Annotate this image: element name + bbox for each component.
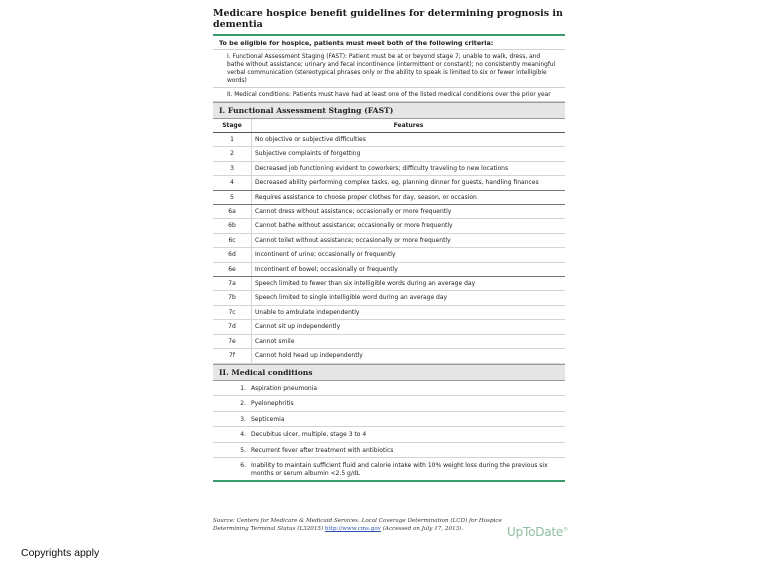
stage-cell: 7e [213, 334, 252, 348]
medical-condition-item [213, 381, 565, 397]
stage-cell: 4 [213, 176, 252, 190]
features-column-header: Features [252, 119, 566, 133]
feature-cell: Cannot bathe without assistance; occasionally or more frequently [252, 219, 566, 233]
stage-cell: 7c [213, 305, 252, 319]
stage-cell: 6b [213, 219, 252, 233]
fast-table-row [213, 305, 565, 319]
source-link[interactable]: http://www.cms.gov [324, 526, 381, 532]
criterion-medical: II. Medical conditions: Patients must have had at least one of the listed medical conditions over the prior year [213, 88, 565, 102]
condition-text: Septicemia [251, 415, 285, 423]
feature-cell: Requires assistance to choose proper clothes for day, season, or occasion [252, 190, 566, 204]
stage-cell: 6d [213, 248, 252, 262]
medical-condition-item [213, 396, 565, 412]
fast-table-row [213, 248, 565, 262]
stage-cell: 7b [213, 291, 252, 305]
feature-cell: Cannot sit up independently [252, 320, 566, 334]
condition-number: 3. [240, 415, 246, 423]
feature-cell: Subjective complaints of forgetting [252, 147, 566, 161]
stage-cell: 7f [213, 349, 252, 363]
fast-table-row [213, 161, 565, 175]
fast-table-header [213, 119, 565, 133]
condition-number: 1. [240, 384, 246, 392]
feature-cell: Cannot toilet without assistance; occasionally or more frequently [252, 233, 566, 247]
fast-table [213, 119, 565, 364]
medical-condition-item [213, 458, 565, 480]
stage-column-header: Stage [213, 119, 252, 133]
fast-table-row [213, 277, 565, 291]
stage-cell: 6e [213, 262, 252, 276]
condition-number: 2. [240, 400, 246, 407]
feature-cell: Cannot hold head up independently [252, 349, 566, 363]
fast-table-row [213, 291, 565, 305]
condition-number: 4. [240, 431, 246, 438]
medical-section-title: II. Medical conditions [213, 364, 565, 381]
condition-number: 5. [240, 446, 246, 454]
guideline-panel [213, 34, 565, 482]
fast-table-row [213, 190, 565, 204]
condition-text: Pyelonephritis [251, 400, 294, 407]
stage-cell: 7d [213, 320, 252, 334]
document-title: Medicare hospice benefit guidelines for determining prognosis in dementia [213, 8, 563, 30]
source-citation [213, 517, 513, 533]
uptodate-logo: UpToDate® [507, 525, 568, 539]
stage-cell: 3 [213, 161, 252, 175]
stage-cell: 6c [213, 233, 252, 247]
feature-cell: Cannot smile [252, 334, 566, 348]
feature-cell: Speech limited to fewer than six intelligible words during an average day [252, 277, 566, 291]
fast-table-row [213, 334, 565, 348]
fast-table-row [213, 262, 565, 276]
feature-cell: Unable to ambulate independently [252, 305, 566, 319]
fast-table-row [213, 349, 565, 363]
condition-text: Recurrent fever after treatment with antibiotics [251, 446, 394, 454]
source-accessed: (Accessed on July 17, 2013). [382, 526, 464, 532]
source-text: Source: Centers for Medicare & Medicaid Services. Local Coverage Determination (LCD) for Hospice Determining Terminal Status (L32015) [213, 518, 502, 532]
feature-cell: Decreased ability performing complex tasks, eg, planning dinner for guests, handling finances [252, 176, 566, 190]
condition-text: Decubitus ulcer, multiple, stage 3 to 4 [251, 431, 367, 438]
fast-table-row [213, 147, 565, 161]
fast-table-row [213, 219, 565, 233]
criterion-fast: I. Functional Assessment Staging (FAST): Patient must be at or beyond stage 7; unable to walk, dress, and bathe without assistance; urinary and fecal incontinence (intermittent or constant); no consistently meaningful verbal communication (stereotypical phrases only or the ability to speak is limited to six or fewer intelligible words) [213, 50, 565, 88]
fast-table-row [213, 320, 565, 334]
feature-cell: Incontinent of urine; occasionally or frequently [252, 248, 566, 262]
fast-section-title: I. Functional Assessment Staging (FAST) [213, 102, 565, 119]
feature-cell: Cannot dress without assistance; occasionally or more frequently [252, 205, 566, 219]
stage-cell: 2 [213, 147, 252, 161]
feature-cell: Incontinent of bowel; occasionally or frequently [252, 262, 566, 276]
medical-condition-item [213, 412, 565, 428]
fast-table-row [213, 133, 565, 147]
fast-table-row [213, 233, 565, 247]
guideline-document [213, 8, 565, 482]
criteria-header: To be eligible for hospice, patients must meet both of the following criteria: [213, 36, 565, 50]
stage-cell: 1 [213, 133, 252, 147]
medical-conditions-list [213, 381, 565, 481]
medical-condition-item [213, 443, 565, 459]
fast-table-row [213, 176, 565, 190]
feature-cell: Decreased job functioning evident to coworkers; difficulty traveling to new locations [252, 161, 566, 175]
stage-cell: 7a [213, 277, 252, 291]
feature-cell: No objective or subjective difficulties [252, 133, 566, 147]
stage-cell: 6a [213, 205, 252, 219]
feature-cell: Speech limited to single intelligible word during an average day [252, 291, 566, 305]
condition-text: Aspiration pneumonia [251, 384, 318, 392]
medical-condition-item [213, 427, 565, 443]
condition-text: Inability to maintain sufficient fluid and calorie intake with 10% weight loss during the previous six months or serum albumin <2.5 g/dL [251, 462, 548, 477]
condition-number: 6. [240, 462, 246, 469]
stage-cell: 5 [213, 190, 252, 204]
copyright-notice: Copyrights apply [21, 547, 100, 559]
fast-table-row [213, 205, 565, 219]
